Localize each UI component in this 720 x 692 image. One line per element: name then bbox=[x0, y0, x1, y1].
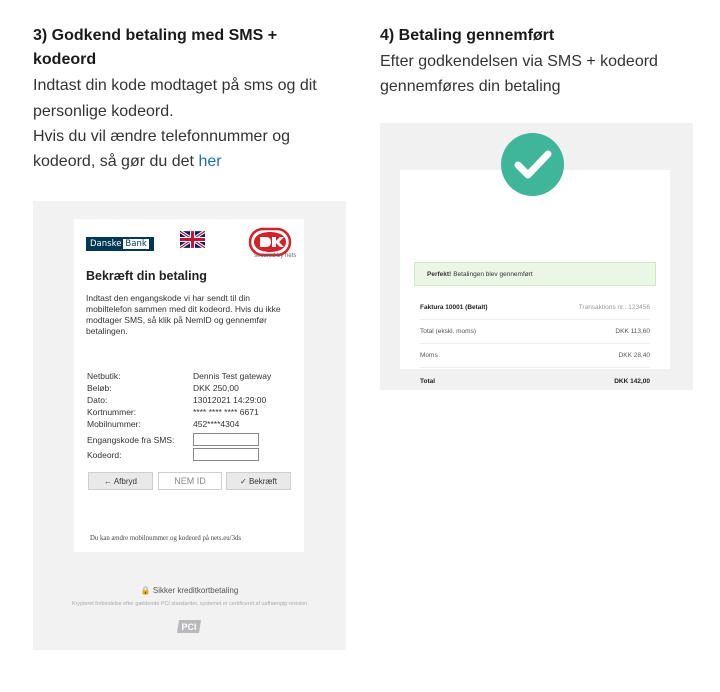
secure-sub-label: Krypteret forbindelse efter gældende PCI standarder, systemet er certificeret af uafhængig revision bbox=[71, 601, 308, 607]
lock-icon: 🔒 bbox=[140, 586, 151, 595]
step3-text-line3: Hvis du vil ændre telefonnummer og bbox=[33, 128, 291, 145]
step3-text-line4 bbox=[33, 150, 222, 174]
card-footer-note: Du kan ændre mobilnummer og kodeord på nets.eu/3ds bbox=[90, 535, 242, 542]
confirm-button[interactable]: ✓ Bekræft bbox=[226, 472, 291, 490]
checkmark-icon bbox=[501, 133, 564, 196]
alert-bold: Perfekt! bbox=[427, 270, 452, 278]
receipt-row bbox=[420, 344, 650, 368]
uk-flag-icon[interactable] bbox=[180, 231, 205, 248]
step3-text-line1: Indtast din kode modtaget på sms og dit bbox=[33, 77, 317, 94]
step3-title-line2: kodeord bbox=[33, 51, 97, 68]
password-input[interactable] bbox=[193, 448, 259, 461]
receipt-row bbox=[420, 320, 650, 344]
nemid-button[interactable]: NEM ID bbox=[158, 472, 222, 490]
step4-title: 4) Betaling gennemført bbox=[380, 27, 555, 44]
change-phone-link[interactable]: her bbox=[198, 153, 222, 170]
row-value: 452****4304 bbox=[193, 419, 240, 429]
invoice-label: Faktura 10001 (Betalt) bbox=[420, 304, 488, 311]
receipt-row-value: DKK 28,40 bbox=[618, 352, 650, 359]
receipt-total-row bbox=[420, 369, 650, 393]
step4-text-line1: Efter godkendelsen via SMS + kodeord bbox=[380, 53, 658, 70]
transaction-id: Transaktions nr.: 123456 bbox=[578, 304, 650, 311]
pci-logo-text: PCI bbox=[181, 622, 197, 632]
sms-code-input[interactable] bbox=[193, 433, 259, 446]
step3-text-line2: personlige kodeord. bbox=[33, 103, 174, 120]
bank-logo-part1: Danske bbox=[90, 239, 122, 249]
payment-completed-screenshot bbox=[380, 123, 693, 390]
nets-secured-label: secured by nets bbox=[254, 253, 297, 259]
bank-logo-part2: Bank bbox=[125, 239, 147, 249]
cancel-button[interactable]: ← Afbryd bbox=[88, 472, 153, 490]
row-value: 13012021 14:29:00 bbox=[193, 395, 267, 405]
row-value: DKK 250,00 bbox=[193, 383, 239, 393]
total-label: Total bbox=[420, 377, 436, 385]
confirm-intro: Indtast den engangskode vi har sendt til din mobiltelefon sammen med dit kodeord. Hvis du ikke modtager SMS, så klik på NemID og gennemfør betalingen. bbox=[86, 293, 281, 336]
step3-title-line1: 3) Godkend betaling med SMS + bbox=[33, 27, 278, 44]
confirm-card bbox=[74, 219, 304, 552]
row-value: Dennis Test gateway bbox=[193, 371, 272, 381]
receipt-row-label: Total (ekskl. moms) bbox=[420, 328, 476, 335]
success-alert bbox=[414, 262, 656, 286]
alert-text: Betalingen blev gennemført bbox=[453, 270, 533, 278]
row-label: Netbutik: bbox=[87, 371, 121, 381]
password-label: Kodeord: bbox=[87, 450, 122, 460]
confirm-title: Bekræft din betaling bbox=[86, 269, 207, 283]
row-label: Kortnummer: bbox=[87, 407, 137, 417]
sms-code-label: Engangskode fra SMS: bbox=[87, 435, 175, 445]
confirm-payment-screenshot bbox=[33, 201, 346, 650]
receipt-row-label: Moms bbox=[420, 352, 438, 359]
step4-text-line2: gennemføres din betaling bbox=[380, 78, 561, 95]
invoice-row bbox=[420, 296, 650, 320]
secure-label-text: Sikker kreditkortbetaling bbox=[152, 586, 239, 595]
row-label: Dato: bbox=[87, 395, 108, 405]
receipt-card bbox=[400, 170, 670, 369]
step3-text-line4-prefix: kodeord, så gør du det bbox=[33, 153, 199, 170]
row-label: Beløb: bbox=[87, 383, 112, 393]
row-value: **** **** **** 6671 bbox=[193, 407, 259, 417]
receipt-row-value: DKK 113,60 bbox=[615, 328, 650, 335]
danske-bank-logo bbox=[86, 237, 154, 251]
pci-logo-icon bbox=[176, 619, 202, 634]
total-value: DKK 142,00 bbox=[614, 377, 650, 385]
row-label: Mobilnummer: bbox=[87, 419, 141, 429]
secure-payment-label bbox=[33, 586, 346, 595]
